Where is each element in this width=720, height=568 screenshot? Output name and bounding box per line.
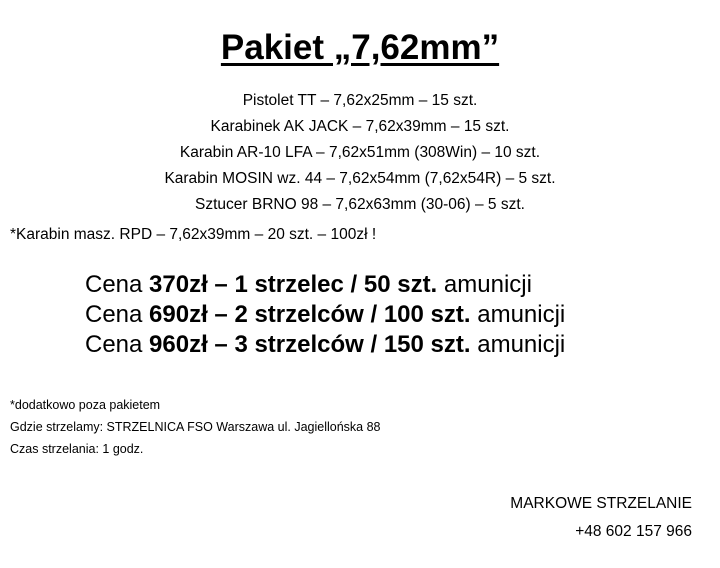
extra-item: *Karabin masz. RPD – 7,62x39mm – 20 szt. – 100zł !: [10, 226, 377, 243]
price-row: [85, 330, 720, 360]
package-item-list: [0, 88, 720, 248]
price-amount: 370zł – 1 strzelec / 50 szt.: [149, 271, 438, 298]
note-line: *dodatkowo poza pakietem: [10, 398, 161, 412]
list-item: Pistolet TT – 7,62x25mm – 15 szt.: [242, 92, 478, 109]
phone-number: +48 602 157 966: [575, 523, 692, 540]
list-item: Sztucer BRNO 98 – 7,62x63mm (30-06) – 5 szt.: [195, 196, 525, 213]
page-title: [0, 28, 720, 68]
price-suffix: amunicji: [470, 301, 566, 328]
price-list: [0, 270, 720, 360]
price-suffix: amunicji: [470, 331, 566, 358]
list-item: Karabin MOSIN wz. 44 – 7,62x54mm (7,62x54R) – 5 szt.: [164, 170, 556, 187]
price-prefix: Cena: [85, 301, 150, 328]
price-row: [85, 300, 720, 330]
price-prefix: Cena: [85, 271, 150, 298]
notes-block: [0, 394, 720, 460]
price-row: [85, 270, 720, 300]
price-amount: 690zł – 2 strzelców / 100 szt.: [149, 301, 471, 328]
list-item: Karabin AR-10 LFA – 7,62x51mm (308Win) – 10 szt.: [179, 144, 541, 161]
company-name: MARKOWE STRZELANIE: [510, 495, 692, 512]
price-amount: 960zł – 3 strzelców / 150 szt.: [149, 331, 471, 358]
price-prefix: Cena: [85, 331, 150, 358]
contact-footer: [510, 490, 692, 546]
page-title-text: Pakiet „7,62mm”: [220, 28, 500, 67]
note-line: Czas strzelania: 1 godz.: [10, 442, 144, 456]
list-item: Karabinek AK JACK – 7,62x39mm – 15 szt.: [210, 118, 510, 135]
price-suffix: amunicji: [437, 271, 532, 298]
note-line: Gdzie strzelamy: STRZELNICA FSO Warszawa ul. Jagiellońska 88: [10, 420, 381, 434]
slide-canvas: [0, 28, 720, 568]
